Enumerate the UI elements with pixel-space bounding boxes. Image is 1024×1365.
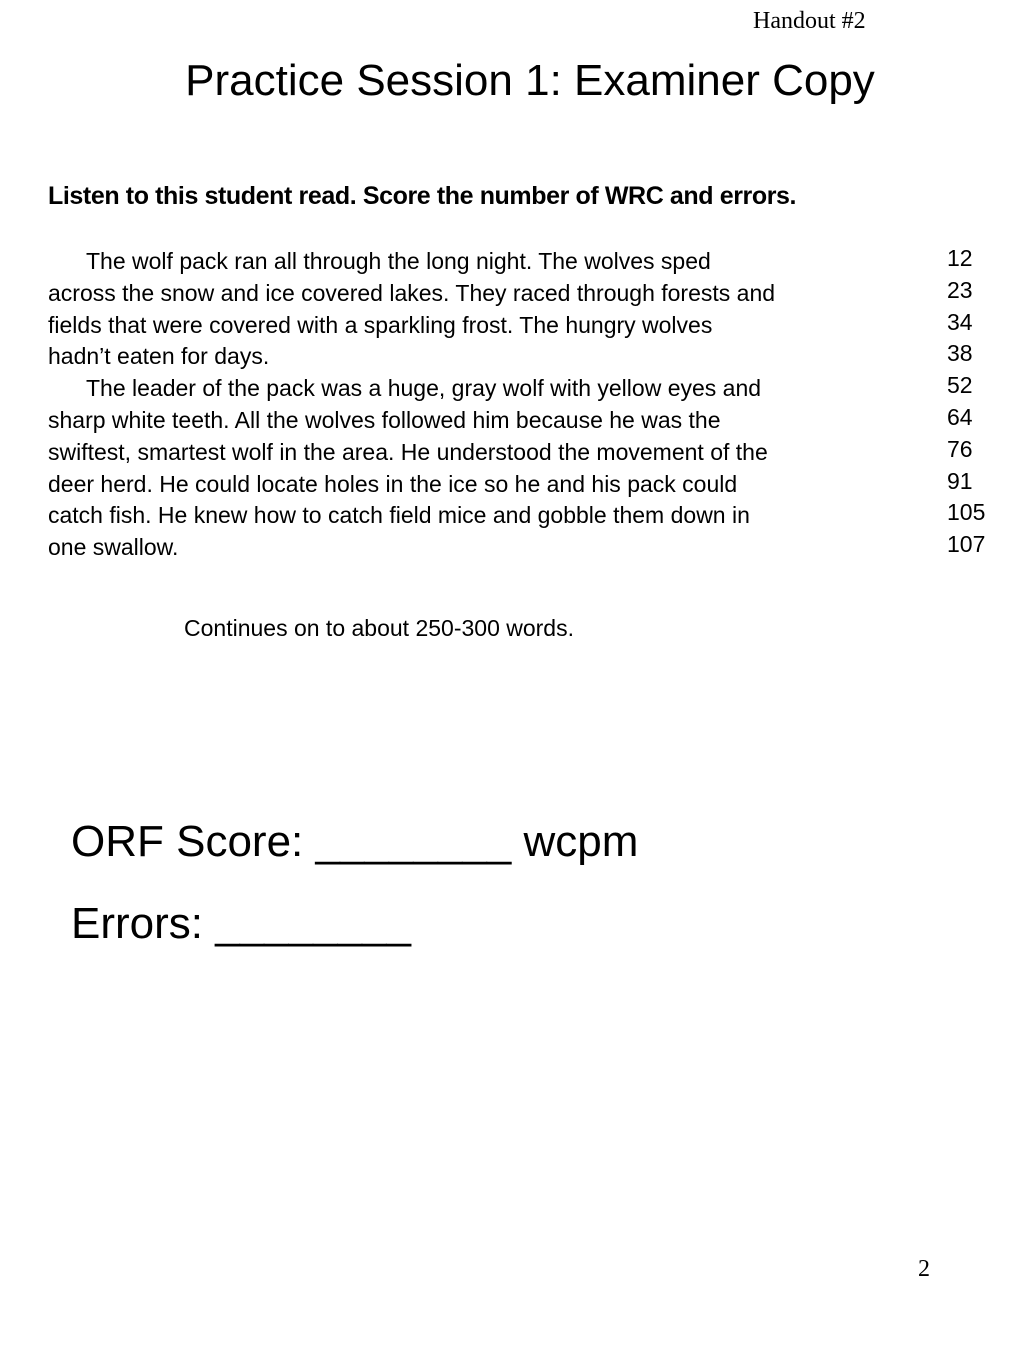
word-count: 23 (947, 276, 973, 303)
word-count: 105 (947, 499, 986, 526)
word-count: 107 (947, 531, 986, 558)
word-count: 64 (947, 403, 973, 430)
errors-field: Errors: ________ (71, 899, 411, 948)
orf-score-field: ORF Score: ________ wcpm (71, 817, 639, 866)
passage-line: sharp white teeth. All the wolves followed him because he was the (48, 406, 721, 433)
passage-line: fields that were covered with a sparkling frost. The hungry wolves (48, 311, 713, 338)
passage-line: catch fish. He knew how to catch field mice and gobble them down in (48, 502, 750, 529)
passage-line: The wolf pack ran all through the long night. The wolves sped (86, 248, 711, 274)
word-count: 52 (947, 372, 973, 399)
word-count: 34 (947, 308, 973, 335)
reading-passage (48, 246, 948, 564)
continues-note: Continues on to about 250-300 words. (184, 615, 574, 641)
page-title: Practice Session 1: Examiner Copy (185, 56, 875, 105)
cumulative-word-counts (947, 243, 1017, 561)
passage-line: across the snow and ice covered lakes. They raced through forests and (48, 279, 776, 306)
passage-line: hadn’t eaten for days. (48, 343, 270, 370)
word-count: 76 (947, 435, 973, 462)
passage-line: The leader of the pack was a huge, gray wolf with yellow eyes and (86, 375, 762, 402)
word-count: 12 (947, 245, 973, 271)
instruction-text: Listen to this student read. Score the number of WRC and errors. (48, 182, 797, 210)
handout-label: Handout #2 (753, 8, 866, 34)
passage-line: one swallow. (48, 534, 179, 561)
word-count: 91 (947, 467, 973, 494)
passage-line: swiftest, smartest wolf in the area. He understood the movement of the (48, 438, 768, 465)
page-number: 2 (918, 1256, 930, 1282)
passage-line: deer herd. He could locate holes in the ice so he and his pack could (48, 470, 738, 497)
word-count: 38 (947, 340, 973, 367)
